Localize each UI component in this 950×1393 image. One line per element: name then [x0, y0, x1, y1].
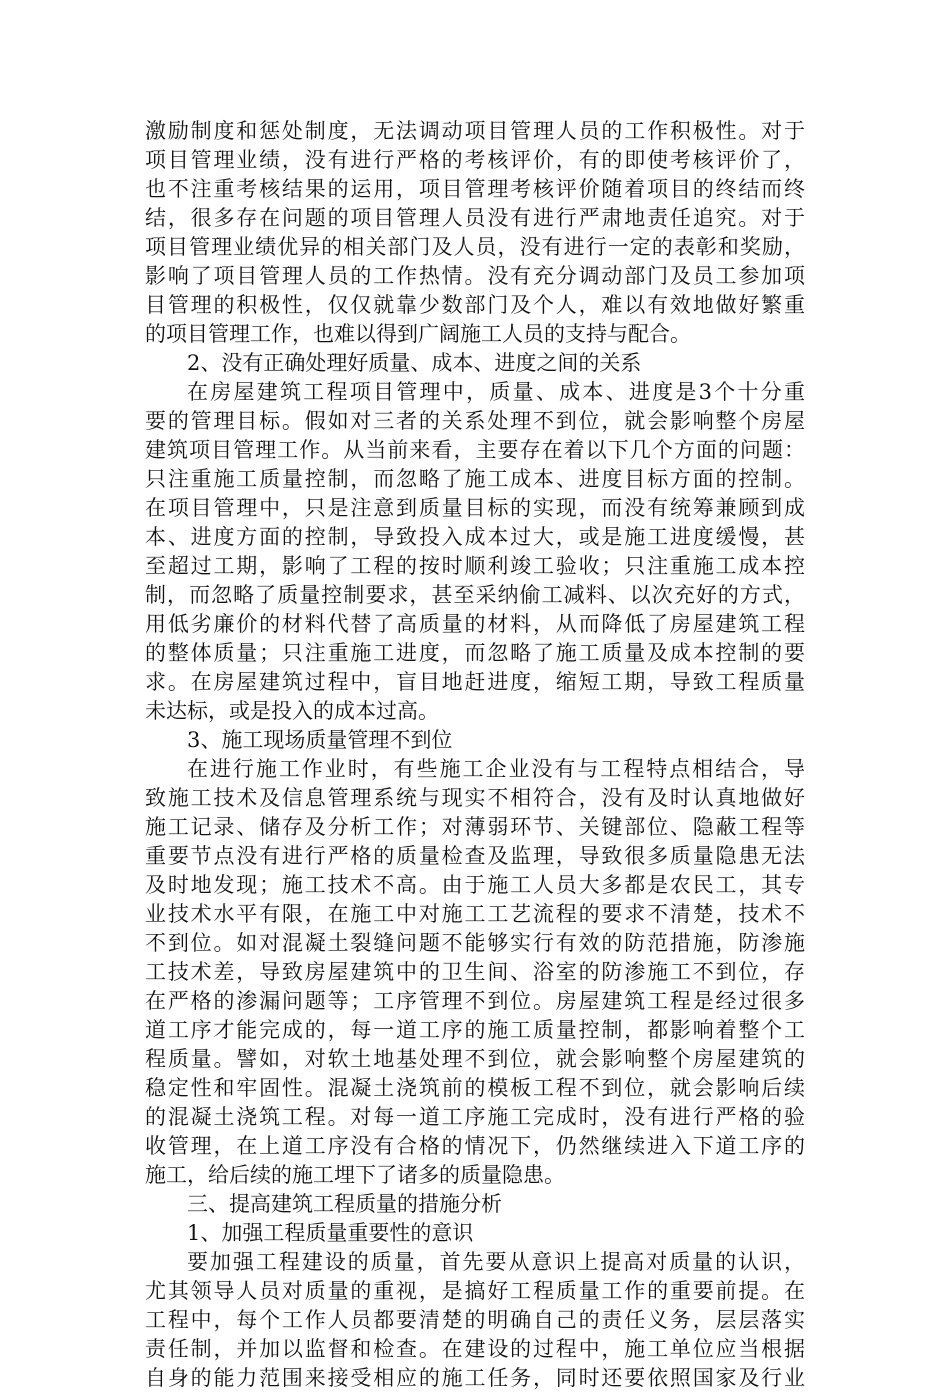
- text-line: 工程中，每个工作人员都要清楚的明确自己的责任义务，层层落实: [145, 1308, 805, 1332]
- text-line: 三、提高建筑工程质量的措施分析: [187, 1192, 502, 1216]
- text-line: 制，而忽略了质量控制要求，甚至采纳偷工减料、以次充好的方式，: [145, 583, 805, 607]
- text-line: 影响了项目管理人员的工作热情。没有充分调动部门及员工参加项: [145, 264, 805, 288]
- text-line: 的混凝土浇筑工程。对每一道工序施工完成时，没有进行严格的验: [145, 1105, 805, 1129]
- text-line: 要的管理目标。假如对三者的关系处理不到位，就会影响整个房屋: [145, 409, 805, 433]
- text-line: 自身的能力范围来接受相应的施工任务，同时还要依照国家及行业: [145, 1366, 805, 1390]
- text-line: 在项目管理中，只是注意到质量目标的实现，而没有统筹兼顾到成: [145, 496, 805, 520]
- text-line: 收管理，在上道工序没有合格的情况下，仍然继续进入下道工序的: [145, 1134, 805, 1158]
- text-line: 在进行施工作业时，有些施工企业没有与工程特点相结合，导: [187, 757, 805, 781]
- text-line: 道工序才能完成的，每一道工序的施工质量控制，都影响着整个工: [145, 1018, 805, 1042]
- text-line: 求。在房屋建筑过程中，盲目地赶进度，缩短工期，导致工程质量: [145, 670, 805, 694]
- text-line: 建筑项目管理工作。从当前来看，主要存在着以下几个方面的问题：: [145, 438, 805, 462]
- text-line: 只注重施工质量控制，而忽略了施工成本、进度目标方面的控制。: [145, 467, 805, 491]
- text-line: 施工，给后续的施工埋下了诸多的质量隐患。: [145, 1163, 565, 1187]
- text-line: 程质量。譬如，对软土地基处理不到位，就会影响整个房屋建筑的: [145, 1047, 805, 1071]
- text-line: 在严格的渗漏问题等；工序管理不到位。房屋建筑工程是经过很多: [145, 989, 805, 1013]
- text-line: 稳定性和牢固性。混凝土浇筑前的模板工程不到位，就会影响后续: [145, 1076, 805, 1100]
- text-line: 项目管理业绩，没有进行严格的考核评价，有的即使考核评价了，: [145, 148, 805, 172]
- text-line: 要加强工程建设的质量，首先要从意识上提高对质量的认识，: [187, 1250, 805, 1274]
- text-line: 不到位。如对混凝土裂缝问题不能够实行有效的防范措施，防渗施: [145, 931, 805, 955]
- text-line: 尤其领导人员对质量的重视，是搞好工程质量工作的重要前提。在: [145, 1279, 805, 1303]
- text-line: 2、没有正确处理好质量、成本、进度之间的关系: [187, 351, 642, 375]
- text-line: 本、进度方面的控制，导致投入成本过大，或是施工进度缓慢，甚: [145, 525, 805, 549]
- text-line: 致施工技术及信息管理系统与现实不相符合，没有及时认真地做好: [145, 786, 805, 810]
- text-line: 的整体质量；只注重施工进度，而忽略了施工质量及成本控制的要: [145, 641, 805, 665]
- text-line: 至超过工期，影响了工程的按时顺利竣工验收；只注重施工成本控: [145, 554, 805, 578]
- text-line: 激励制度和惩处制度，无法调动项目管理人员的工作积极性。对于: [145, 119, 805, 143]
- text-line: 用低劣廉价的材料代替了高质量的材料，从而降低了房屋建筑工程: [145, 612, 805, 636]
- text-line: 结，很多存在问题的项目管理人员没有进行严肃地责任追究。对于: [145, 206, 805, 230]
- text-line: 项目管理业绩优异的相关部门及人员，没有进行一定的表彰和奖励，: [145, 235, 805, 259]
- text-line: 目管理的积极性，仅仅就靠少数部门及个人，难以有效地做好繁重: [145, 293, 805, 317]
- text-line: 未达标，或是投入的成本过高。: [145, 699, 439, 723]
- text-line: 重要节点没有进行严格的质量检查及监理，导致很多质量隐患无法: [145, 844, 805, 868]
- text-line: 1、加强工程质量重要性的意识: [187, 1221, 474, 1245]
- text-line: 也不注重考核结果的运用，项目管理考核评价随着项目的终结而终: [145, 177, 805, 201]
- text-line: 业技术水平有限，在施工中对施工工艺流程的要求不清楚，技术不: [145, 902, 805, 926]
- text-line: 在房屋建筑工程项目管理中，质量、成本、进度是3个十分重: [187, 380, 805, 404]
- document-page: [145, 117, 805, 1393]
- text-line: 的项目管理工作，也难以得到广阔施工人员的支持与配合。: [145, 322, 691, 346]
- text-line: 责任制，并加以监督和检查。在建设的过程中，施工单位应当根据: [145, 1337, 805, 1361]
- text-line: 施工记录、储存及分析工作；对薄弱环节、关键部位、隐蔽工程等: [145, 815, 805, 839]
- text-line: 及时地发现；施工技术不高。由于施工人员大多都是农民工，其专: [145, 873, 805, 897]
- text-line: 3、施工现场质量管理不到位: [187, 728, 453, 752]
- text-line: 工技术差，导致房屋建筑中的卫生间、浴室的防渗施工不到位，存: [145, 960, 805, 984]
